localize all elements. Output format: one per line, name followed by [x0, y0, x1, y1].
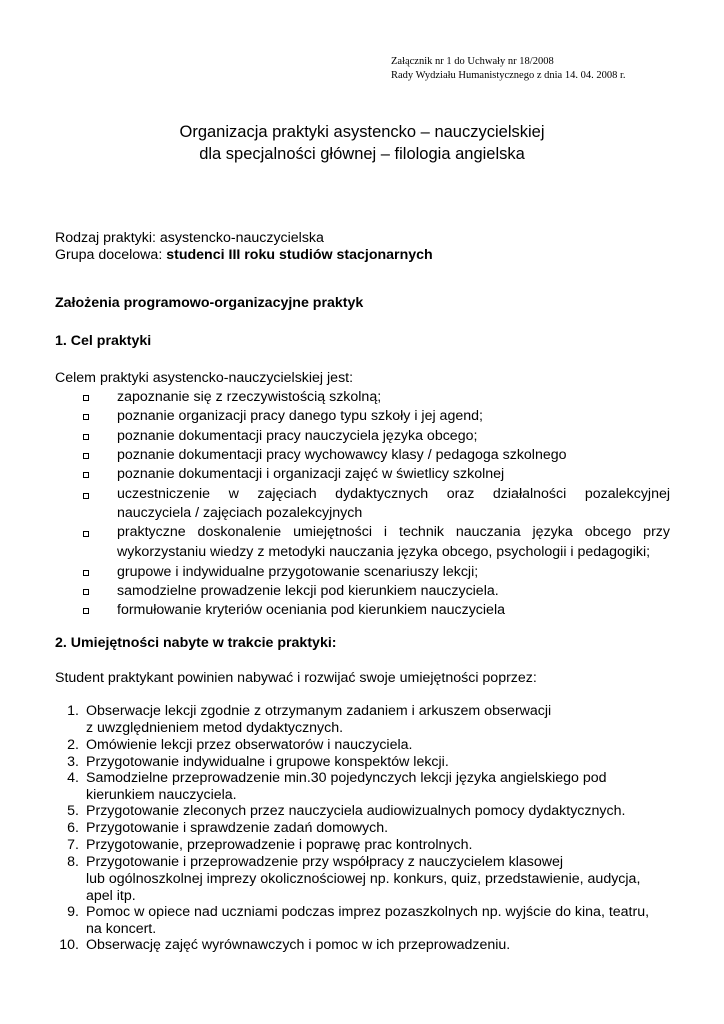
list-item: Przygotowanie indywidualne i grupowe konspektów lekcji.: [86, 754, 449, 770]
list-number: 2.: [67, 737, 79, 753]
list-item: Pomoc w opiece nad uczniami podczas imprez pozaszkolnych np. wyjście do kina, teatru, na koncert.: [86, 904, 650, 937]
bullet-icon: [82, 408, 96, 426]
list-item: Przygotowanie i sprawdzenie zadań domowych.: [86, 820, 389, 836]
assumptions-heading: Założenia programowo-organizacyjne praktyk: [55, 295, 364, 311]
bullet-icon: [82, 564, 96, 582]
list-number: 3.: [67, 754, 79, 770]
list-item: Przygotowanie zleconych przez nauczyciela audiowizualnych pomocy dydaktycznych.: [86, 803, 626, 819]
list-number: 9.: [67, 904, 79, 920]
target-group-value: studenci III roku studiów stacjonarnych: [166, 247, 433, 263]
target-group-label: Grupa docelowa:: [55, 247, 163, 263]
list-item: zapoznanie się z rzeczywistością szkolną;: [117, 389, 382, 405]
title-line-1: Organizacja praktyki asystencko – nauczycielskiej: [179, 123, 545, 141]
list-number: 8.: [67, 854, 79, 870]
bullet-icon: [82, 525, 96, 543]
list-item: samodzielne prowadzenie lekcji pod kierunkiem nauczyciela.: [117, 583, 499, 599]
bullet-icon: [82, 466, 96, 484]
bullet-icon: [82, 447, 96, 465]
list-number: 6.: [67, 820, 79, 836]
list-item: poznanie dokumentacji pracy nauczyciela języka obcego;: [117, 428, 478, 444]
list-item: poznanie organizacji pracy danego typu szkoły i jej agend;: [117, 408, 483, 424]
annex-line-2: Rady Wydziału Humanistycznego z dnia 14. 04. 2008 r.: [391, 70, 626, 81]
section-2-intro: Student praktykant powinien nabywać i rozwijać swoje umiejętności poprzez:: [55, 670, 537, 686]
list-item: poznanie dokumentacji i organizacji zajęć w świetlicy szkolnej: [117, 466, 505, 482]
practice-type-label: Rodzaj praktyki:: [55, 230, 156, 246]
section-1-heading: 1. Cel praktyki: [55, 333, 152, 349]
section-2-heading: 2. Umiejętności nabyte w trakcie praktyki:: [55, 635, 337, 651]
target-group: [55, 246, 433, 264]
bullet-icon: [82, 602, 96, 620]
annex-line-1: Załącznik nr 1 do Uchwały nr 18/2008: [391, 56, 554, 67]
list-number: 5.: [67, 803, 79, 819]
bullet-icon: [82, 487, 96, 505]
section-1-intro: Celem praktyki asystencko-nauczycielskiej jest:: [55, 370, 354, 386]
list-item: uczestniczenie w zajęciach dydaktycznych oraz działalności pozalekcyjnej: [117, 486, 670, 502]
bullet-icon: [82, 428, 96, 446]
list-number: 10.: [59, 937, 79, 953]
list-number: 1.: [67, 703, 79, 719]
bullet-icon: [82, 583, 96, 601]
list-item: Obserwację zajęć wyrównawczych i pomoc w ich przeprowadzeniu.: [86, 937, 511, 953]
list-item: grupowe i indywidualne przygotowanie scenariuszy lekcji;: [117, 564, 479, 580]
list-number: 7.: [67, 837, 79, 853]
list-item: Przygotowanie, przeprowadzenie i poprawę prac kontrolnych.: [86, 837, 473, 853]
list-item: poznanie dokumentacji pracy wychowawcy klasy / pedagoga szkolnego: [117, 447, 567, 463]
list-item-continuation: nauczyciela / zajęciach pozalekcyjnych: [117, 505, 363, 521]
list-item: Samodzielne przeprowadzenie min.30 pojedynczych lekcji języka angielskiego pod kierunkiem nauczyciela.: [86, 770, 607, 803]
practice-type: [55, 229, 324, 247]
list-item: Obserwacje lekcji zgodnie z otrzymanym zadaniem i arkuszem obserwacji z uwzględnieniem metod dydaktycznych.: [86, 703, 552, 736]
title-line-2: dla specjalności głównej – filologia angielska: [199, 145, 525, 163]
bullet-icon: [82, 389, 96, 407]
list-number: 4.: [67, 770, 79, 786]
list-item: Omówienie lekcji przez obserwatorów i nauczyciela.: [86, 737, 413, 753]
list-item: praktyczne doskonalenie umiejętności i technik nauczania języka obcego przy: [117, 524, 670, 540]
list-item: Przygotowanie i przeprowadzenie przy współpracy z nauczycielem klasowej lub ogólnoszkolnej imprezy okolicznościowej np. konkurs, quiz, przedstawienie, audycja, apel itp.: [86, 854, 641, 904]
list-item: formułowanie kryteriów oceniania pod kierunkiem nauczyciela: [117, 602, 505, 618]
practice-type-value: asystencko-nauczycielska: [159, 230, 324, 246]
annex-note: [391, 55, 626, 83]
page-title: [0, 121, 724, 165]
list-item-continuation: wykorzystaniu wiedzy z metodyki nauczania języka obcego, psychologii i pedagogiki;: [117, 544, 651, 560]
